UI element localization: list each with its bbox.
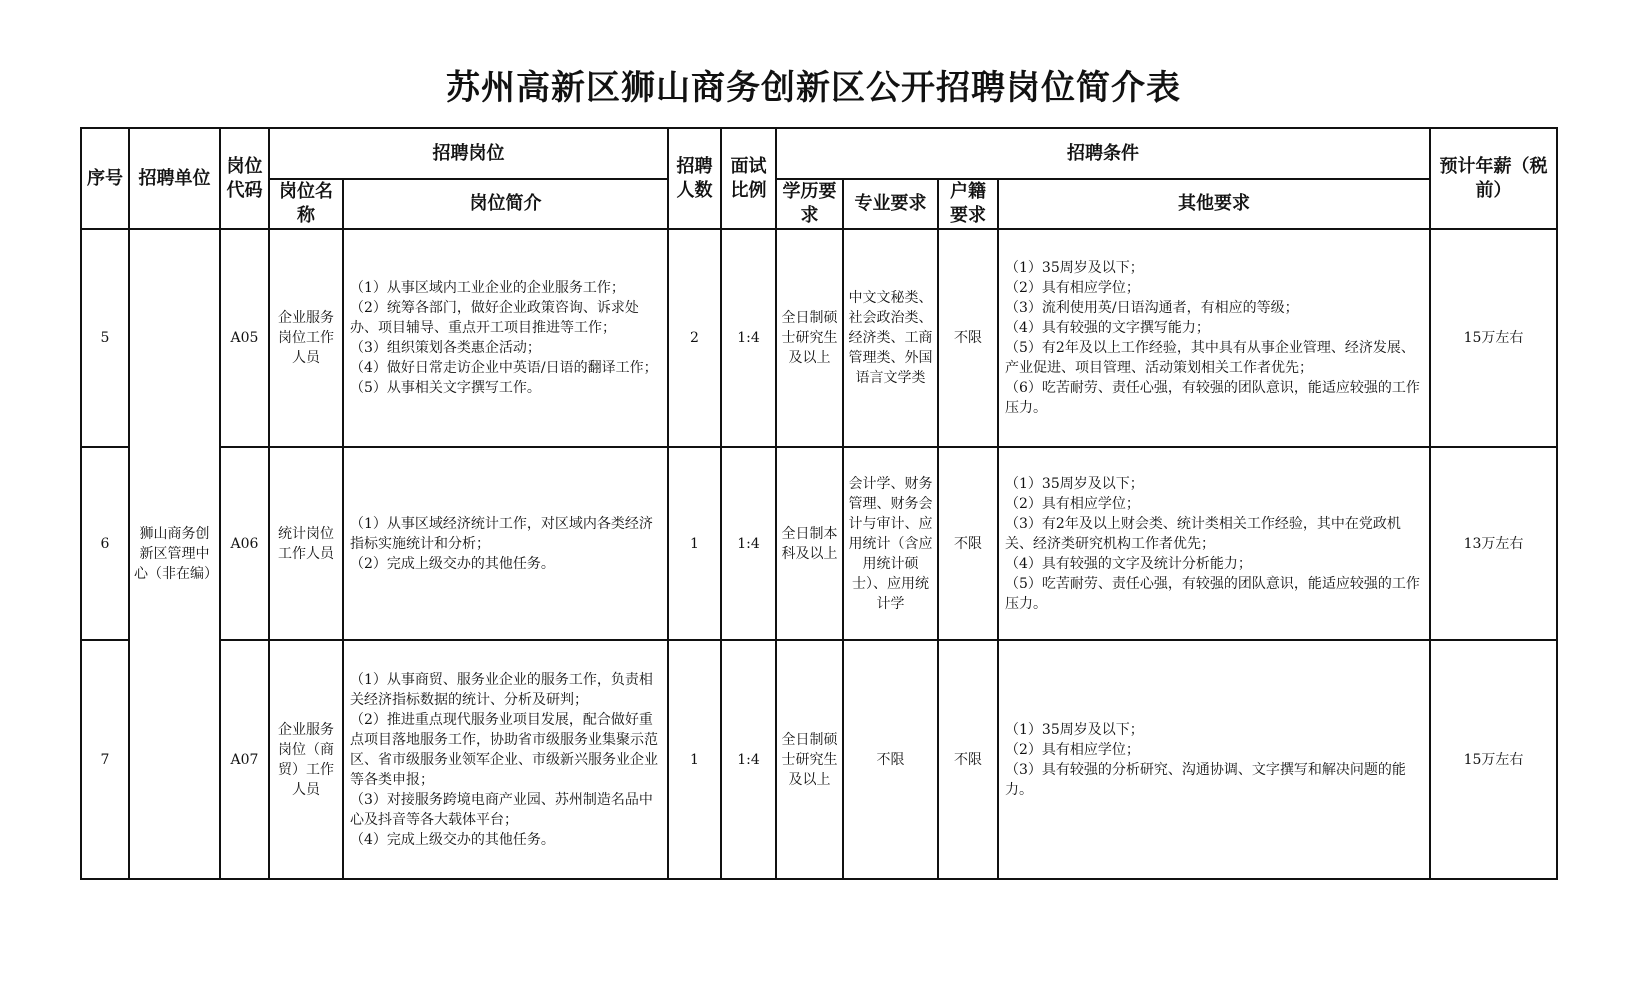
other-line: （2）具有相应学位； — [1005, 741, 1140, 758]
desc-line: （5）从事相关文字撰写工作。 — [350, 380, 541, 396]
desc-line: （1）从事区域内工业企业的企业服务工作； — [350, 280, 625, 296]
cell-count: 2 — [668, 229, 721, 447]
other-line: （1）35周岁及以下； — [1005, 260, 1144, 276]
header-major: 专业要求 — [843, 179, 938, 229]
cell-post-name: 企业服务岗位工作人员 — [269, 229, 343, 447]
desc-line: （1）从事商贸、服务业企业的服务工作，负责相关经济指标数据的统计、分析及研判； — [350, 671, 653, 708]
desc-line: （2）推进重点现代服务业项目发展，配合做好重点项目落地服务工作，协助省市级服务业集聚示范区、省市级服务业领军企业、市级新兴服务业企业等各类申报； — [350, 711, 658, 788]
other-line: （5）吃苦耐劳、责任心强，有较强的团队意识，能适应较强的工作压力。 — [1005, 575, 1420, 612]
cell-ratio: 1:4 — [721, 229, 776, 447]
desc-line: （4）做好日常走访企业中英语/日语的翻译工作； — [350, 360, 658, 376]
desc-line: （2）统筹各部门，做好企业政策咨询、诉求处办、项目辅导、重点开工项目推进等工作； — [350, 300, 639, 336]
cell-post-desc — [343, 229, 668, 447]
cell-seq: 7 — [81, 640, 129, 879]
cell-major: 中文文秘类、社会政治类、经济类、工商管理类、外国语言文学类 — [843, 229, 938, 447]
header-edu: 学历要求 — [776, 179, 843, 229]
header-other: 其他要求 — [998, 179, 1430, 229]
other-line: （5）有2年及以上工作经验，其中具有从事企业管理、经济发展、产业促进、项目管理、活动策划相关工作者优先； — [1005, 340, 1415, 376]
cell-hukou: 不限 — [938, 229, 998, 447]
cell-edu: 全日制本科及以上 — [776, 447, 843, 640]
header-row-1 — [81, 128, 1557, 179]
header-salary: 预计年薪（税前） — [1430, 128, 1557, 229]
cell-salary: 15万左右 — [1430, 229, 1557, 447]
cell-ratio: 1:4 — [721, 447, 776, 640]
header-post-desc: 岗位简介 — [343, 179, 668, 229]
cell-unit: 狮山商务创新区管理中心（非在编） — [129, 229, 220, 879]
cell-edu: 全日制硕士研究生及以上 — [776, 640, 843, 879]
cell-post-desc — [343, 640, 668, 879]
other-line: （6）吃苦耐劳、责任心强，有较强的团队意识，能适应较强的工作压力。 — [1005, 380, 1420, 416]
cell-other — [998, 640, 1430, 879]
header-cond-group: 招聘条件 — [776, 128, 1430, 179]
other-line: （3）流利使用英/日语沟通者，有相应的等级； — [1005, 300, 1299, 316]
other-line: （2）具有相应学位； — [1005, 280, 1140, 296]
other-line: （3）有2年及以上财会类、统计类相关工作经验，其中在党政机关、经济类研究机构工作者优先； — [1005, 515, 1401, 552]
other-line: （1）35周岁及以下； — [1005, 475, 1144, 492]
cell-post-desc — [343, 447, 668, 640]
cell-count: 1 — [668, 640, 721, 879]
table-row — [81, 229, 1557, 447]
cell-other — [998, 447, 1430, 640]
cell-count: 1 — [668, 447, 721, 640]
cell-salary: 13万左右 — [1430, 447, 1557, 640]
cell-code: A07 — [220, 640, 269, 879]
header-count: 招聘人数 — [668, 128, 721, 229]
table-row — [81, 640, 1557, 879]
header-seq: 序号 — [81, 128, 129, 229]
cell-hukou: 不限 — [938, 640, 998, 879]
cell-post-name: 统计岗位工作人员 — [269, 447, 343, 640]
cell-other — [998, 229, 1430, 447]
desc-line: （2）完成上级交办的其他任务。 — [350, 555, 555, 572]
cell-salary: 15万左右 — [1430, 640, 1557, 879]
header-hukou: 户籍要求 — [938, 179, 998, 229]
header-ratio: 面试比例 — [721, 128, 776, 229]
cell-edu: 全日制硕士研究生及以上 — [776, 229, 843, 447]
recruitment-table — [80, 127, 1558, 880]
other-line: （4）具有较强的文字撰写能力； — [1005, 320, 1210, 336]
cell-code: A05 — [220, 229, 269, 447]
other-line: （1）35周岁及以下； — [1005, 721, 1144, 738]
header-row-2 — [81, 179, 1557, 229]
desc-line: （1）从事区域经济统计工作，对区域内各类经济指标实施统计和分析； — [350, 515, 653, 552]
cell-seq: 6 — [81, 447, 129, 640]
cell-hukou: 不限 — [938, 447, 998, 640]
table-row — [81, 447, 1557, 640]
cell-seq: 5 — [81, 229, 129, 447]
header-code: 岗位代码 — [220, 128, 269, 229]
other-line: （2）具有相应学位； — [1005, 495, 1140, 512]
other-line: （4）具有较强的文字及统计分析能力； — [1005, 555, 1252, 572]
cell-code: A06 — [220, 447, 269, 640]
header-post-group: 招聘岗位 — [269, 128, 668, 179]
cell-post-name: 企业服务岗位（商贸）工作人员 — [269, 640, 343, 879]
desc-line: （3）组织策划各类惠企活动； — [350, 340, 541, 356]
other-line: （3）具有较强的分析研究、沟通协调、文字撰写和解决问题的能力。 — [1005, 761, 1406, 798]
header-post-name: 岗位名称 — [269, 179, 343, 229]
cell-ratio: 1:4 — [721, 640, 776, 879]
header-unit: 招聘单位 — [129, 128, 220, 229]
page-title: 苏州高新区狮山商务创新区公开招聘岗位简介表 — [446, 68, 1181, 108]
desc-line: （4）完成上级交办的其他任务。 — [350, 831, 555, 848]
desc-line: （3）对接服务跨境电商产业园、苏州制造名品中心及抖音等各大载体平台； — [350, 791, 653, 828]
cell-major: 会计学、财务管理、财务会计与审计、应用统计（含应用统计硕士）、应用统计学 — [843, 447, 938, 640]
cell-major: 不限 — [843, 640, 938, 879]
